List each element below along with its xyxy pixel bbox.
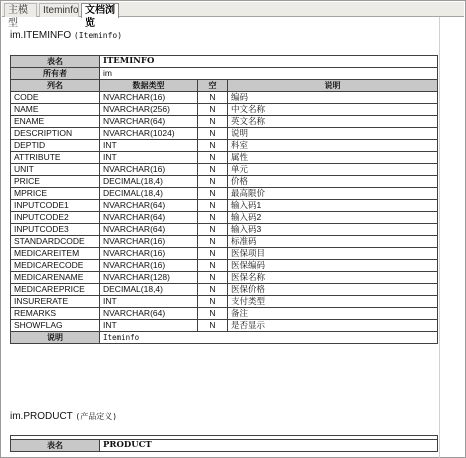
data-type-cell: INT: [100, 152, 198, 164]
tab-main-model[interactable]: 主模型: [4, 3, 37, 17]
iteminfo-table: [10, 55, 438, 344]
column-name-cell: NAME: [11, 104, 100, 116]
tab-iteminfo[interactable]: Iteminfo: [39, 3, 79, 17]
table-row: [11, 140, 438, 152]
product-table: [10, 435, 438, 452]
column-name-cell: PRICE: [11, 176, 100, 188]
table-row: [11, 284, 438, 296]
nullable-cell: N: [198, 320, 228, 332]
section-heading-product: [10, 411, 117, 422]
description-cell: 输入码1: [228, 200, 438, 212]
table-name-label: 表名: [11, 56, 100, 68]
table-row: [11, 308, 438, 320]
table-row: [11, 296, 438, 308]
table-row: [11, 164, 438, 176]
column-name-cell: DEPTID: [11, 140, 100, 152]
table-row: [11, 104, 438, 116]
nullable-cell: N: [198, 176, 228, 188]
table-row: [11, 92, 438, 104]
data-type-cell: NVARCHAR(256): [100, 104, 198, 116]
heading-name: im.ITEMINFO: [10, 30, 72, 41]
table-row: [11, 116, 438, 128]
description-cell: 编码: [228, 92, 438, 104]
table-row: [11, 176, 438, 188]
column-header-type: 数据类型: [100, 80, 198, 92]
description-cell: 说明: [228, 128, 438, 140]
description-cell: 输入码2: [228, 212, 438, 224]
column-name-cell: MEDICARECODE: [11, 260, 100, 272]
data-type-cell: INT: [100, 320, 198, 332]
description-cell: 医保价格: [228, 284, 438, 296]
nullable-cell: N: [198, 140, 228, 152]
table-name-value: ITEMINFO: [100, 56, 438, 68]
nullable-cell: N: [198, 296, 228, 308]
owner-label: 所有者: [11, 68, 100, 80]
nullable-cell: N: [198, 236, 228, 248]
description-cell: 科室: [228, 140, 438, 152]
description-cell: 是否显示: [228, 320, 438, 332]
table-name-value: PRODUCT: [100, 440, 438, 452]
column-name-cell: MEDICAREITEM: [11, 248, 100, 260]
column-header-null: 空: [198, 80, 228, 92]
data-type-cell: DECIMAL(18,4): [100, 188, 198, 200]
data-type-cell: NVARCHAR(64): [100, 200, 198, 212]
table-row: [11, 248, 438, 260]
note-value: Iteminfo: [100, 332, 438, 344]
table-row: [11, 320, 438, 332]
description-cell: 备注: [228, 308, 438, 320]
table-row: [11, 128, 438, 140]
column-name-cell: REMARKS: [11, 308, 100, 320]
nullable-cell: N: [198, 260, 228, 272]
tab-bar: [2, 2, 464, 29]
nullable-cell: N: [198, 284, 228, 296]
nullable-cell: N: [198, 128, 228, 140]
table-row: [11, 272, 438, 284]
nullable-cell: N: [198, 164, 228, 176]
divider: [439, 17, 440, 458]
owner-value: im: [100, 68, 438, 80]
note-label: 说明: [11, 332, 100, 344]
column-name-cell: MEDICAREPRICE: [11, 284, 100, 296]
heading-subtitle: (产品定义): [75, 412, 118, 421]
column-name-cell: INPUTCODE3: [11, 224, 100, 236]
column-name-cell: MPRICE: [11, 188, 100, 200]
description-cell: 支付类型: [228, 296, 438, 308]
heading-subtitle: (Iteminfo): [73, 31, 123, 40]
description-cell: 中文名称: [228, 104, 438, 116]
column-name-cell: STANDARDCODE: [11, 236, 100, 248]
column-header-name: 列名: [11, 80, 100, 92]
description-cell: 医保名称: [228, 272, 438, 284]
nullable-cell: N: [198, 248, 228, 260]
data-type-cell: NVARCHAR(16): [100, 164, 198, 176]
nullable-cell: N: [198, 200, 228, 212]
column-name-cell: INPUTCODE1: [11, 200, 100, 212]
column-name-cell: ATTRIBUTE: [11, 152, 100, 164]
nullable-cell: N: [198, 116, 228, 128]
nullable-cell: N: [198, 104, 228, 116]
table-row: [11, 212, 438, 224]
section-heading-iteminfo: [10, 30, 122, 41]
table-row: [11, 188, 438, 200]
data-type-cell: DECIMAL(18,4): [100, 176, 198, 188]
column-name-cell: INPUTCODE2: [11, 212, 100, 224]
data-type-cell: NVARCHAR(128): [100, 272, 198, 284]
description-cell: 最高限价: [228, 188, 438, 200]
description-cell: 医保项目: [228, 248, 438, 260]
table-name-label: 表名: [11, 440, 100, 452]
data-type-cell: NVARCHAR(64): [100, 308, 198, 320]
column-name-cell: ENAME: [11, 116, 100, 128]
data-type-cell: NVARCHAR(16): [100, 92, 198, 104]
data-type-cell: NVARCHAR(16): [100, 236, 198, 248]
column-name-cell: CODE: [11, 92, 100, 104]
nullable-cell: N: [198, 308, 228, 320]
column-name-cell: DESCRIPTION: [11, 128, 100, 140]
column-name-cell: UNIT: [11, 164, 100, 176]
data-type-cell: NVARCHAR(64): [100, 212, 198, 224]
data-type-cell: NVARCHAR(16): [100, 260, 198, 272]
table-row: [11, 152, 438, 164]
column-name-cell: MEDICARENAME: [11, 272, 100, 284]
description-cell: 标准码: [228, 236, 438, 248]
data-type-cell: INT: [100, 296, 198, 308]
description-cell: 单元: [228, 164, 438, 176]
column-name-cell: INSURERATE: [11, 296, 100, 308]
data-type-cell: NVARCHAR(64): [100, 224, 198, 236]
description-cell: 价格: [228, 176, 438, 188]
nullable-cell: N: [198, 152, 228, 164]
description-cell: 英文名称: [228, 116, 438, 128]
data-type-cell: NVARCHAR(64): [100, 116, 198, 128]
description-cell: 属性: [228, 152, 438, 164]
description-cell: 输入码3: [228, 224, 438, 236]
table-row: [11, 260, 438, 272]
description-cell: 医保编码: [228, 260, 438, 272]
nullable-cell: N: [198, 188, 228, 200]
column-header-row: [11, 80, 438, 92]
table-row: [11, 200, 438, 212]
table-row: [11, 224, 438, 236]
nullable-cell: N: [198, 212, 228, 224]
column-header-desc: 说明: [228, 80, 438, 92]
nullable-cell: N: [198, 92, 228, 104]
column-name-cell: SHOWFLAG: [11, 320, 100, 332]
nullable-cell: N: [198, 272, 228, 284]
data-type-cell: INT: [100, 140, 198, 152]
data-type-cell: DECIMAL(18,4): [100, 284, 198, 296]
data-type-cell: NVARCHAR(1024): [100, 128, 198, 140]
table-row: [11, 236, 438, 248]
data-type-cell: NVARCHAR(16): [100, 248, 198, 260]
nullable-cell: N: [198, 224, 228, 236]
heading-name: im.PRODUCT: [10, 411, 73, 422]
tab-document-browse[interactable]: 文档浏览: [81, 3, 119, 18]
